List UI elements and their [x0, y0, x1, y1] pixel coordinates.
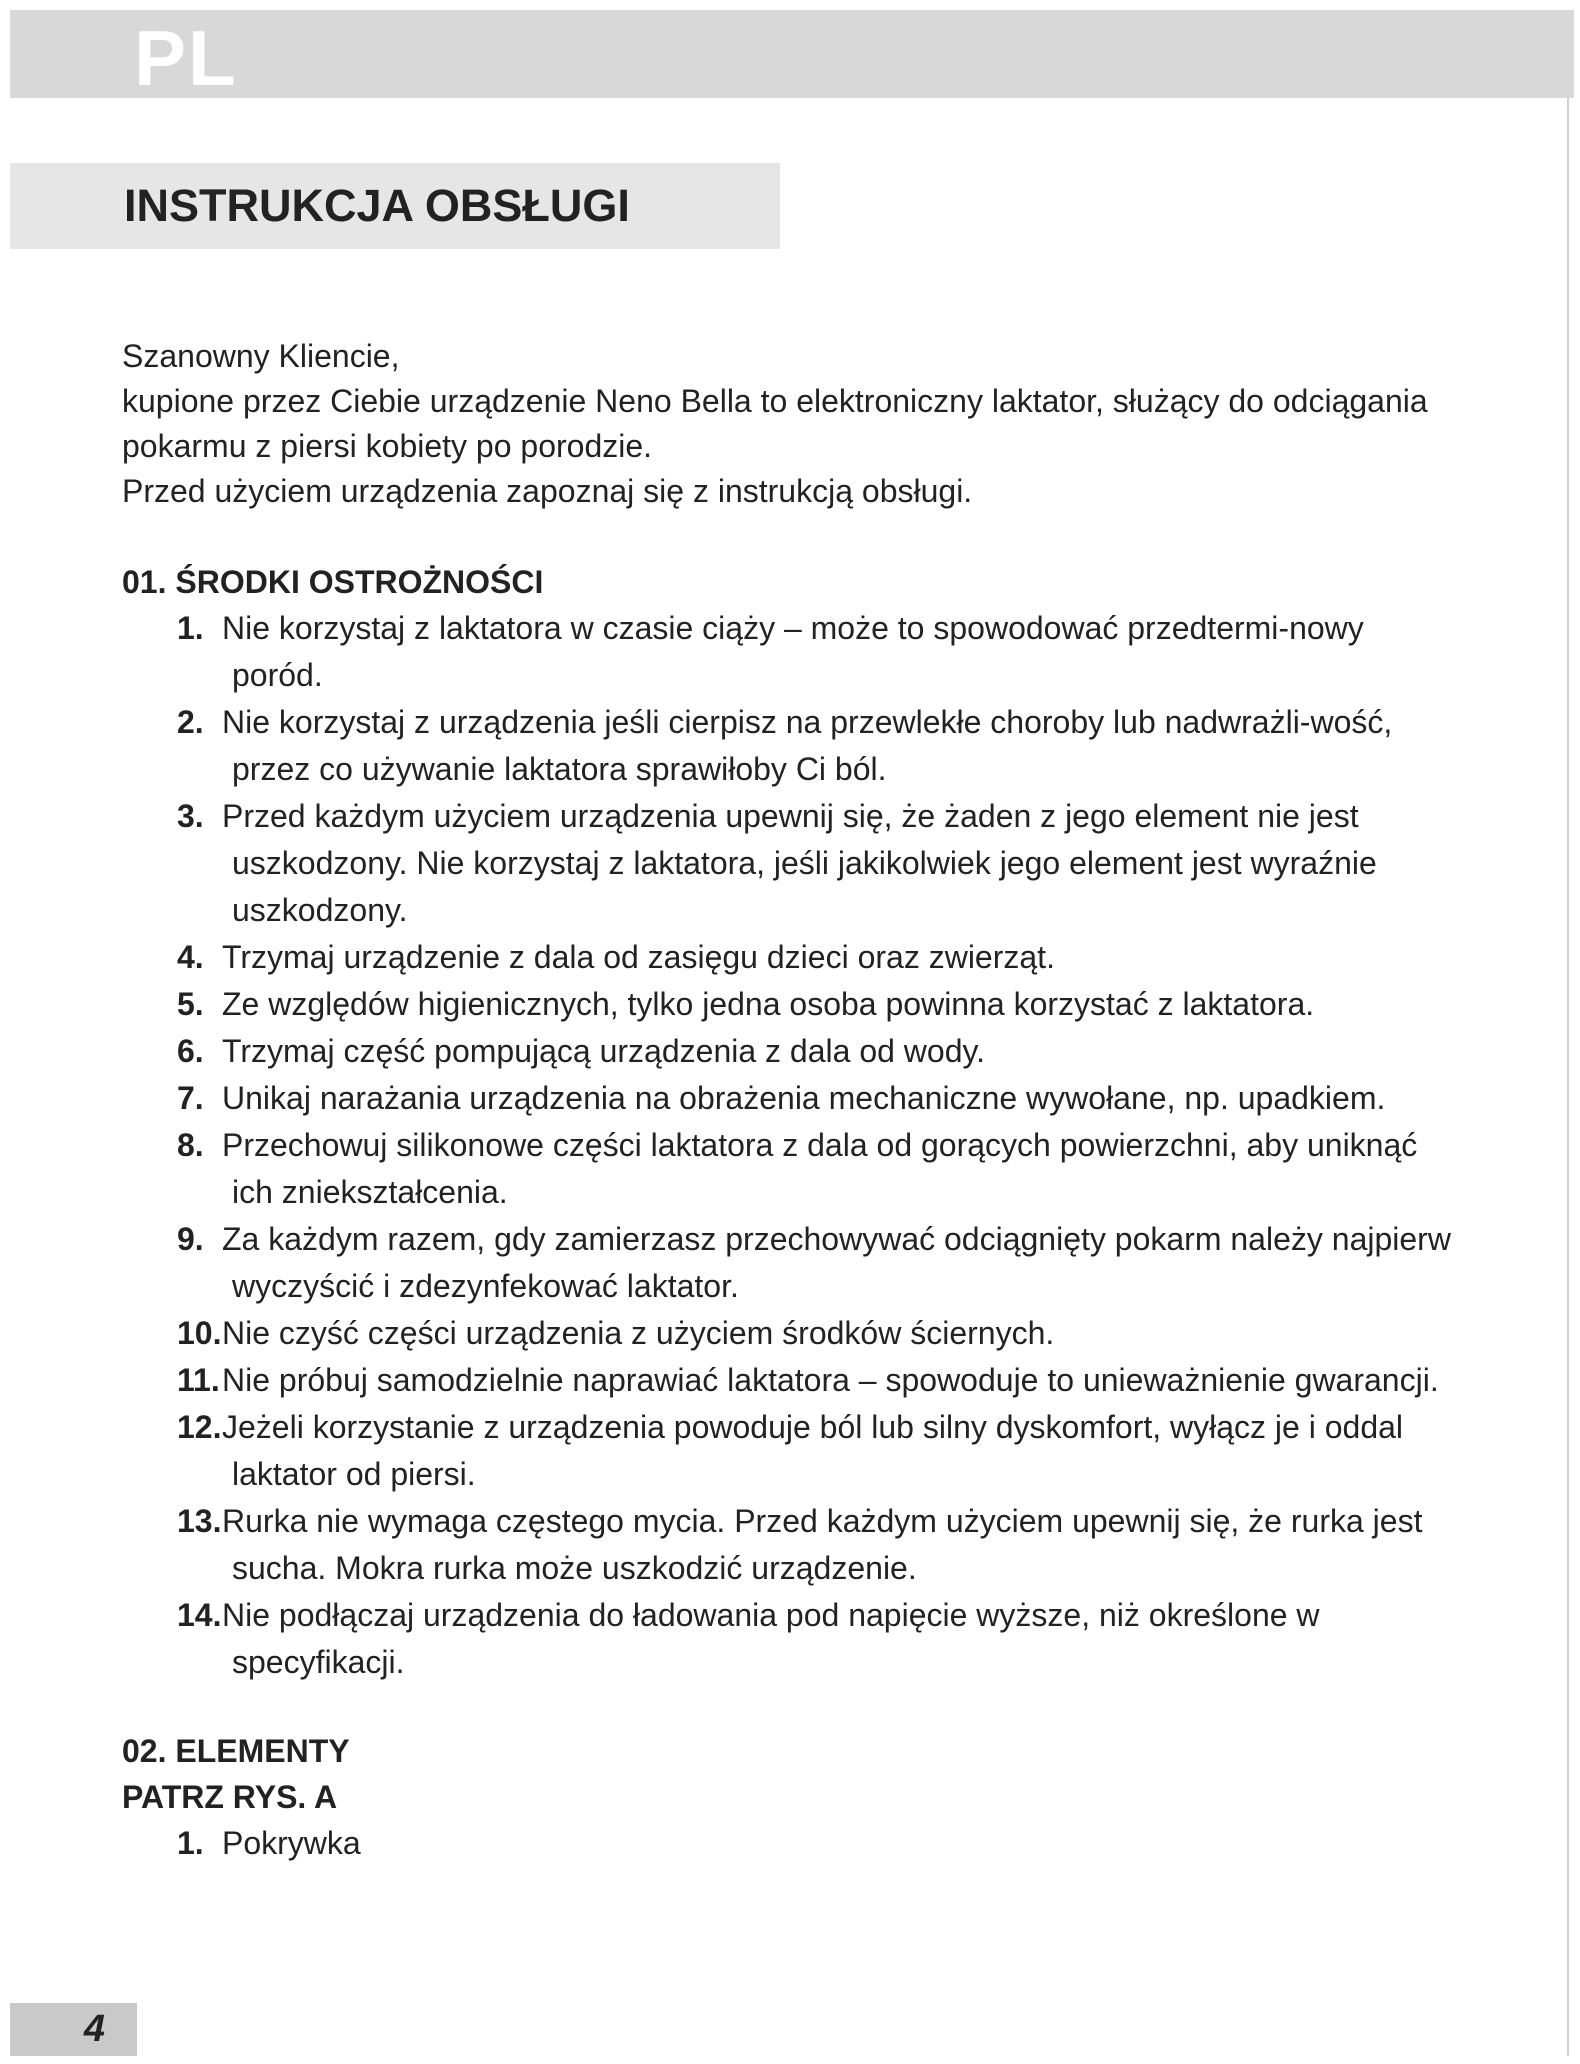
list-item	[122, 1310, 1462, 1357]
item-text: Nie korzystaj z laktatora w czasie ciąży – może to spowodować przedtermi-nowy poród.	[222, 610, 1364, 693]
intro	[122, 334, 1462, 514]
item-number: 6.	[177, 1033, 204, 1069]
item-number: 2.	[177, 704, 204, 740]
item-number: 1.	[177, 1825, 204, 1861]
item-number: 3.	[177, 798, 204, 834]
section-elements-title: 02. ELEMENTY	[122, 1733, 350, 1769]
list-item	[122, 1216, 1462, 1310]
list-item	[122, 1404, 1462, 1498]
item-number: 5.	[177, 986, 204, 1022]
item-number: 7.	[177, 1080, 204, 1116]
list-item	[122, 1592, 1462, 1686]
item-number: 10.	[177, 1315, 222, 1351]
item-number: 14.	[177, 1597, 222, 1633]
item-text: Unikaj narażania urządzenia na obrażenia mechaniczne wywołane, np. upadkiem.	[222, 1080, 1386, 1116]
page-title: INSTRUKCJA OBSŁUGI	[124, 180, 630, 231]
item-number: 8.	[177, 1127, 204, 1163]
section-elements-subtitle: PATRZ RYS. A	[122, 1779, 338, 1815]
list-item	[122, 1028, 1462, 1075]
list-item	[122, 1075, 1462, 1122]
section-precautions-title: 01. ŚRODKI OSTROŻNOŚCI	[122, 564, 544, 600]
list-item	[122, 1820, 1462, 1867]
item-text: Nie próbuj samodzielnie naprawiać laktatora – spowoduje to unieważnienie gwarancji.	[222, 1362, 1439, 1398]
item-text: Nie czyść części urządzenia z użyciem środków ściernych.	[222, 1315, 1055, 1351]
item-number: 1.	[177, 610, 204, 646]
intro-note: Przed użyciem urządzenia zapoznaj się z instrukcją obsługi.	[122, 473, 973, 509]
item-text: Trzymaj urządzenie z dala od zasięgu dzieci oraz zwierząt.	[222, 939, 1055, 975]
language-code: PL	[134, 14, 238, 102]
intro-greeting: Szanowny Kliencie,	[122, 338, 400, 374]
document-body	[122, 334, 1462, 1867]
item-number: 4.	[177, 939, 204, 975]
list-item	[122, 934, 1462, 981]
page-number: 4	[83, 2008, 105, 2050]
list-item	[122, 793, 1462, 934]
elements-list	[122, 1820, 1462, 1867]
list-item	[122, 1122, 1462, 1216]
item-text: Przed każdym użyciem urządzenia upewnij się, że żaden z jego element nie jest uszkodzony. Nie korzystaj z laktatora, jeśli jakikolwiek jego element jest wyraźnie uszkodzony.	[222, 798, 1377, 928]
language-header-bar	[10, 10, 1574, 102]
item-number: 9.	[177, 1221, 204, 1257]
intro-text: kupione przez Ciebie urządzenie Neno Bella to elektroniczny laktator, służący do odciągania pokarmu z piersi kobiety po porodzie.	[122, 383, 1428, 464]
item-text: Trzymaj część pompującą urządzenia z dala od wody.	[222, 1033, 986, 1069]
list-item	[122, 699, 1462, 793]
item-text: Przechowuj silikonowe części laktatora z dala od gorących powierzchni, aby uniknąć ich zniekształcenia.	[222, 1127, 1418, 1210]
item-text: Pokrywka	[222, 1825, 361, 1861]
item-text: Ze względów higienicznych, tylko jedna osoba powinna korzystać z laktatora.	[222, 986, 1315, 1022]
item-number: 12.	[177, 1409, 222, 1445]
list-item	[122, 1498, 1462, 1592]
page-number-box	[10, 2003, 137, 2056]
list-item	[122, 605, 1462, 699]
item-text: Jeżeli korzystanie z urządzenia powoduje ból lub silny dyskomfort, wyłącz je i oddal laktator od piersi.	[222, 1409, 1404, 1492]
item-text: Za każdym razem, gdy zamierzasz przechowywać odciągnięty pokarm należy najpierw wyczyścić i zdezynfekować laktator.	[222, 1221, 1451, 1304]
item-number: 13.	[177, 1503, 222, 1539]
item-text: Nie korzystaj z urządzenia jeśli cierpisz na przewlekłe choroby lub nadwrażli-wość, przez co używanie laktatora sprawiłoby Ci ból.	[222, 704, 1393, 787]
page-edge-rule	[1567, 98, 1569, 2056]
item-number: 11.	[177, 1362, 220, 1398]
item-text: Nie podłączaj urządzenia do ładowania pod napięcie wyższe, niż określone w specyfikacji.	[222, 1597, 1320, 1680]
precautions-list	[122, 605, 1462, 1686]
list-item	[122, 981, 1462, 1028]
title-box	[10, 163, 780, 249]
item-text: Rurka nie wymaga częstego mycia. Przed każdym użyciem upewnij się, że rurka jest sucha. Mokra rurka może uszkodzić urządzenie.	[222, 1503, 1423, 1586]
list-item	[122, 1357, 1462, 1404]
